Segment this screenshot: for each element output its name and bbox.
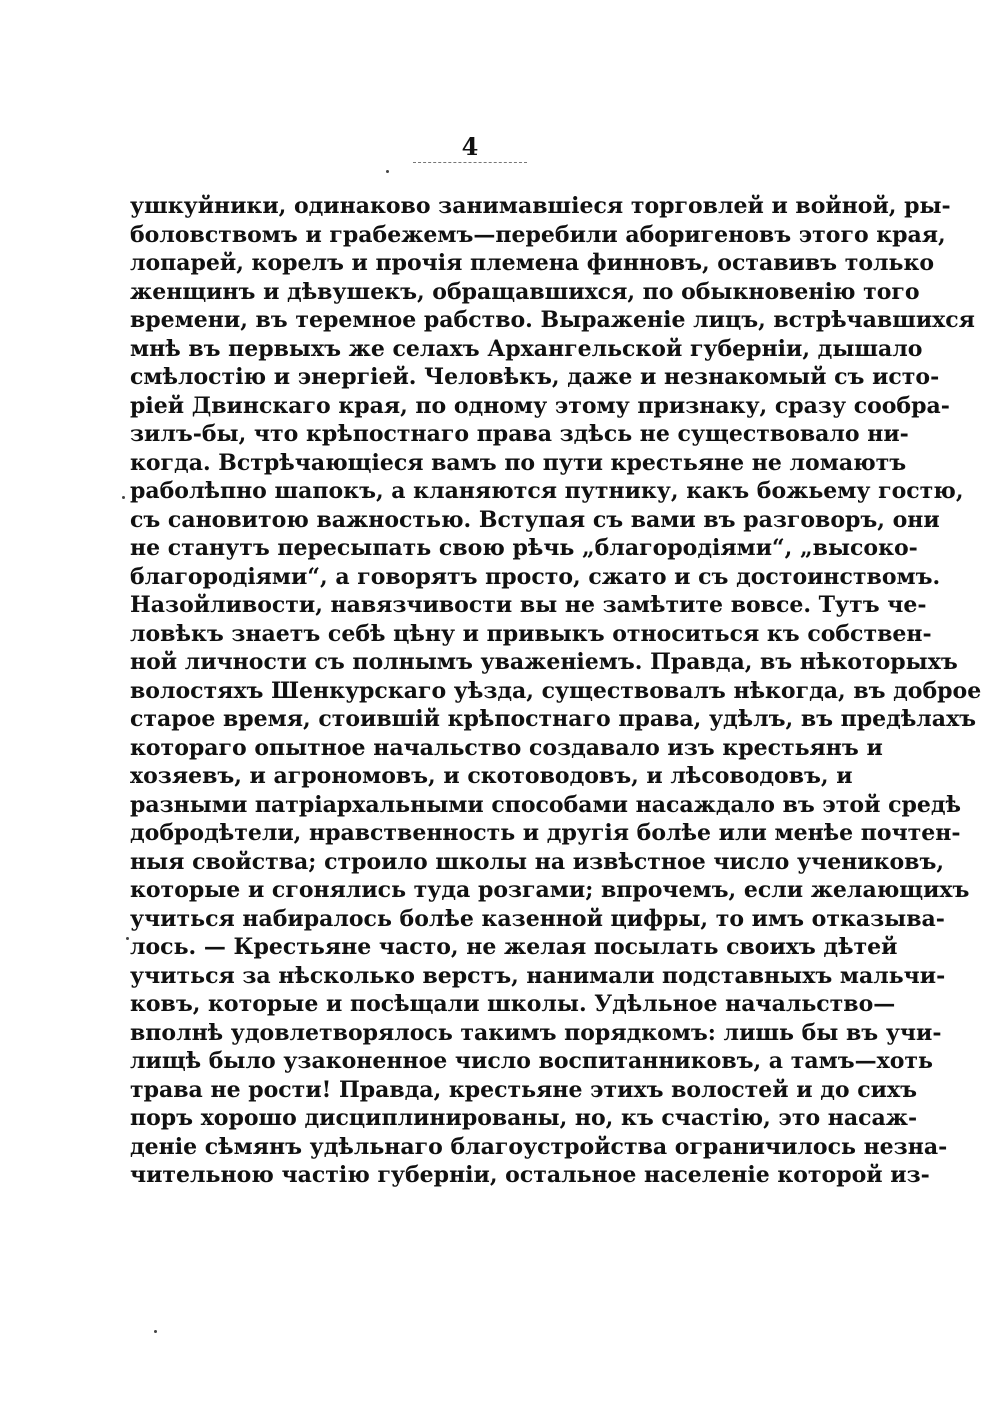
text-line: ловѣкъ знаетъ себѣ цѣну и привыкъ относиться къ собствен- (130, 620, 932, 647)
text-line: чительною частію губерніи, остальное населеніе которой из- (130, 1162, 930, 1188)
text-line: деніе сѣмянъ удѣльнаго благоустройства ограничилось незна- (130, 1133, 948, 1160)
text-line: ковъ, которые и посѣщали школы. Удѣльное начальство— (130, 991, 896, 1017)
text-line: времени, въ теремное рабство. Выраженіе лицъ, встрѣчавшихся (130, 307, 975, 333)
text-line: благородіями“, а говорятъ просто, сжато и съ достоинствомъ. (130, 563, 941, 590)
page-number: 4 (461, 132, 479, 161)
text-line: зилъ-бы, что крѣпостнаго права здѣсь не существовало ни- (130, 421, 909, 447)
text-line: лопарей, корелъ и прочія племена финновъ, оставивъ только (130, 250, 934, 276)
text-line: боловствомъ и грабежемъ—перебили аборигеновъ этого края, (130, 221, 946, 248)
text-line: вполнѣ удовлетворялось такимъ порядкомъ: лишь бы въ учи- (130, 1019, 942, 1046)
text-line: старое время, стоившій крѣпостнаго права, удѣлъ, въ предѣлахъ (130, 706, 977, 732)
text-line: смѣлостію и энергіей. Человѣкъ, даже и незнакомый съ исто- (130, 364, 940, 390)
text-line: котораго опытное начальство создавало изъ крестьянъ и (130, 734, 883, 761)
text-line: хозяевъ, и агрономовъ, и скотоводовъ, и лѣсоводовъ, и (130, 763, 853, 789)
text-line: не станутъ пересыпать свою рѣчь „благородіями“, „высоко- (130, 535, 918, 561)
text-line: разными патріархальными способами насаждало въ этой средѣ (130, 791, 961, 818)
text-line: поръ хорошо дисциплинированы, но, къ счастію, это насаж- (130, 1105, 918, 1131)
text-line: трава не рости! Правда, крестьяне этихъ волостей и до сихъ (130, 1076, 917, 1103)
print-speck (154, 1330, 157, 1333)
text-line: учиться за нѣсколько верстъ, нанимали подставныхъ мальчи- (130, 962, 946, 989)
body-text (130, 192, 982, 1190)
text-line: мнѣ въ первыхъ же селахъ Архангельской губерніи, дышало (130, 335, 923, 362)
text-line: которые и сгонялись туда розгами; впрочемъ, если желающихъ (130, 877, 970, 903)
text-line: лищѣ было узаконенное число воспитанниковъ, а тамъ—хоть (130, 1048, 933, 1074)
print-speck (126, 937, 129, 940)
text-line: когда. Встрѣчающіеся вамъ по пути крестьяне не ломаютъ (130, 449, 907, 476)
print-speck (386, 170, 389, 173)
text-line: лось. — Крестьяне часто, не желая посылать своихъ дѣтей (130, 934, 898, 960)
text-line: ной личности съ полнымъ уваженіемъ. Правда, въ нѣкоторыхъ (130, 649, 958, 675)
text-line: ушкуйники, одинаково занимавшіеся торговлей и войной, ры- (130, 193, 951, 219)
text-line: ріей Двинскаго края, по одному этому признаку, сразу сообра- (130, 392, 950, 419)
text-line: Назойливости, навязчивости вы не замѣтите вовсе. Тутъ че- (130, 592, 927, 618)
print-speck (122, 496, 125, 499)
text-line: раболѣпно шапокъ, а кланяются путнику, какъ божьему гостю, (130, 478, 964, 504)
text-line: женщинъ и дѣвушекъ, обращавшихся, по обыкновенію того (130, 278, 920, 305)
text-line: съ сановитою важностью. Вступая съ вами въ разговоръ, они (130, 506, 940, 533)
text-line: учиться набиралось болѣе казенной цифры, то имъ отказыва- (130, 905, 945, 932)
text-line: ныя свойства; строило школы на извѣстное число учениковъ, (130, 848, 944, 875)
text-line: волостяхъ Шенкурскаго уѣзда, существовалъ нѣкогда, въ доброе (130, 677, 982, 704)
header-rule (413, 162, 527, 163)
text-line: добродѣтели, нравственность и другія болѣе или менѣе почтен- (130, 820, 961, 846)
